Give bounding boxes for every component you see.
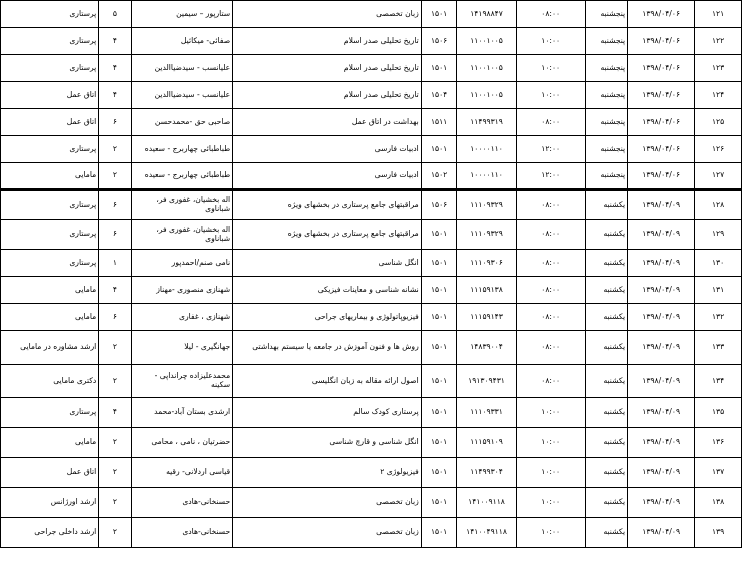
exam-day: پنجشنبه xyxy=(585,55,627,82)
course-code: ۱۱۱۰۹۳۲۹ xyxy=(457,220,516,250)
group-code: ۱۵۰۱ xyxy=(421,398,457,428)
table-row xyxy=(1,365,742,398)
course-name: تاریخ تحلیلی صدر اسلام xyxy=(233,55,422,82)
row-number: ۱۳۹ xyxy=(695,518,742,548)
exam-time: ۰۸:۰۰ xyxy=(516,190,585,220)
exam-day: پنجشنبه xyxy=(585,136,627,163)
exam-day: یکشنبه xyxy=(585,220,627,250)
units-count: ۲ xyxy=(99,518,131,548)
course-name: اصول ارائه مقاله به زبان انگلیسی xyxy=(233,365,422,398)
units-count: ۲ xyxy=(99,331,131,365)
exam-day: پنجشنبه xyxy=(585,28,627,55)
instructor-name: شهنازی ، غفاری xyxy=(131,304,233,331)
exam-time: ۰۸:۰۰ xyxy=(516,331,585,365)
table-row xyxy=(1,398,742,428)
instructor-name: صاحبی حق -محمدحسن xyxy=(131,109,233,136)
course-code: ۱۴۱۹۸۸۴۷ xyxy=(457,1,516,28)
course-code: ۱۱۴۹۹۳۰۴ xyxy=(457,458,516,488)
table-row xyxy=(1,220,742,250)
table-row xyxy=(1,277,742,304)
course-name: انگل شناسی و قارچ شناسی xyxy=(233,428,422,458)
exam-date: ۱۳۹۸/۰۴/۰۶ xyxy=(628,109,695,136)
group-code: ۱۵۰۱ xyxy=(421,331,457,365)
exam-date: ۱۳۹۸/۰۴/۰۹ xyxy=(628,428,695,458)
field-of-study: پرستاری xyxy=(1,398,99,428)
units-count: ۴ xyxy=(99,55,131,82)
group-code: ۱۵۰۱ xyxy=(421,220,457,250)
instructor-name: علیانسب - سیدضیاالدین xyxy=(131,82,233,109)
exam-date: ۱۳۹۸/۰۴/۰۹ xyxy=(628,365,695,398)
field-of-study: پرستاری xyxy=(1,190,99,220)
exam-time: ۰۸:۰۰ xyxy=(516,250,585,277)
course-code: ۱۴۱۰۰۴۹۱۱۸ xyxy=(457,518,516,548)
exam-date: ۱۳۹۸/۰۴/۰۹ xyxy=(628,488,695,518)
table-row xyxy=(1,458,742,488)
course-code: ۱۱۱۰۹۳۰۶ xyxy=(457,250,516,277)
row-number: ۱۲۲ xyxy=(695,28,742,55)
exam-time: ۰۸:۰۰ xyxy=(516,365,585,398)
units-count: ۴ xyxy=(99,398,131,428)
table-row xyxy=(1,518,742,548)
course-name: مراقبتهای جامع پرستاری در بخشهای ویژه xyxy=(233,220,422,250)
course-name: مراقبتهای جامع پرستاری در بخشهای ویژه xyxy=(233,190,422,220)
units-count: ۴ xyxy=(99,82,131,109)
row-number: ۱۲۶ xyxy=(695,136,742,163)
exam-day: یکشنبه xyxy=(585,190,627,220)
exam-day: یکشنبه xyxy=(585,304,627,331)
exam-day: یکشنبه xyxy=(585,398,627,428)
group-code: ۱۵۰۱ xyxy=(421,136,457,163)
instructor-name: جهانگیری - لیلا xyxy=(131,331,233,365)
row-number: ۱۳۴ xyxy=(695,365,742,398)
row-number: ۱۳۶ xyxy=(695,428,742,458)
row-number: ۱۲۷ xyxy=(695,163,742,190)
course-code: ۱۰۰۰۰۱۱۰ xyxy=(457,163,516,190)
field-of-study: پرستاری xyxy=(1,55,99,82)
group-code: ۱۵۰۱ xyxy=(421,1,457,28)
field-of-study: مامایی xyxy=(1,163,99,190)
units-count: ۲ xyxy=(99,428,131,458)
course-code: ۱۱۱۰۹۳۳۱ xyxy=(457,398,516,428)
exam-date: ۱۳۹۸/۰۴/۰۹ xyxy=(628,331,695,365)
units-count: ۱ xyxy=(99,250,131,277)
group-code: ۱۵۰۱ xyxy=(421,55,457,82)
group-code: ۱۵۰۱ xyxy=(421,458,457,488)
exam-day: پنجشنبه xyxy=(585,82,627,109)
table-row xyxy=(1,109,742,136)
instructor-name: علیانسب - سیدضیاالدین xyxy=(131,55,233,82)
exam-time: ۱۰:۰۰ xyxy=(516,518,585,548)
course-name: زبان تخصصی xyxy=(233,1,422,28)
exam-date: ۱۳۹۸/۰۴/۰۹ xyxy=(628,190,695,220)
exam-date: ۱۳۹۸/۰۴/۰۹ xyxy=(628,458,695,488)
table-row xyxy=(1,1,742,28)
exam-date: ۱۳۹۸/۰۴/۰۶ xyxy=(628,163,695,190)
group-code: ۱۵۱۱ xyxy=(421,109,457,136)
group-code: ۱۵۰۲ xyxy=(421,163,457,190)
course-code: ۱۱۱۵۹۱۴۳ xyxy=(457,304,516,331)
units-count: ۶ xyxy=(99,220,131,250)
units-count: ۴ xyxy=(99,28,131,55)
units-count: ۶ xyxy=(99,190,131,220)
table-row xyxy=(1,28,742,55)
group-code: ۱۵۰۱ xyxy=(421,365,457,398)
exam-day: یکشنبه xyxy=(585,277,627,304)
exam-date: ۱۳۹۸/۰۴/۰۹ xyxy=(628,277,695,304)
instructor-name: شهنازی منصوری -مهناز xyxy=(131,277,233,304)
field-of-study: پرستاری xyxy=(1,250,99,277)
exam-date: ۱۳۹۸/۰۴/۰۹ xyxy=(628,398,695,428)
course-name: پرستاری کودک سالم xyxy=(233,398,422,428)
instructor-name: قیاسی اردلانی- رقیه xyxy=(131,458,233,488)
units-count: ۴ xyxy=(99,277,131,304)
course-name: بهداشت در اتاق عمل xyxy=(233,109,422,136)
group-code: ۱۵۰۱ xyxy=(421,304,457,331)
exam-date: ۱۳۹۸/۰۴/۰۶ xyxy=(628,1,695,28)
exam-time: ۱۰:۰۰ xyxy=(516,428,585,458)
course-code: ۱۴۱۰۰۹۱۱۸ xyxy=(457,488,516,518)
table-row xyxy=(1,190,742,220)
group-code: ۱۵۰۴ xyxy=(421,82,457,109)
course-code: ۱۴۸۳۹۰۰۴ xyxy=(457,331,516,365)
instructor-name: ارشدی بستان آباد-محمد xyxy=(131,398,233,428)
table-row xyxy=(1,55,742,82)
units-count: ۲ xyxy=(99,163,131,190)
table-row xyxy=(1,82,742,109)
table-row xyxy=(1,428,742,458)
table-row xyxy=(1,488,742,518)
exam-date: ۱۳۹۸/۰۴/۰۹ xyxy=(628,220,695,250)
units-count: ۲ xyxy=(99,488,131,518)
group-code: ۱۵۰۶ xyxy=(421,190,457,220)
course-name: انگل شناسی xyxy=(233,250,422,277)
units-count: ۲ xyxy=(99,458,131,488)
exam-time: ۱۰:۰۰ xyxy=(516,55,585,82)
exam-date: ۱۳۹۸/۰۴/۰۹ xyxy=(628,304,695,331)
exam-date: ۱۳۹۸/۰۴/۰۶ xyxy=(628,28,695,55)
units-count: ۵ xyxy=(99,1,131,28)
group-code: ۱۵۰۱ xyxy=(421,250,457,277)
exam-date: ۱۳۹۸/۰۴/۰۶ xyxy=(628,82,695,109)
exam-day: یکشنبه xyxy=(585,250,627,277)
field-of-study: مامایی xyxy=(1,428,99,458)
instructor-name: حسنخانی-هادی xyxy=(131,488,233,518)
row-number: ۱۳۷ xyxy=(695,458,742,488)
instructor-name: اله بخشیان، غفوری فر، شباناوی xyxy=(131,190,233,220)
exam-date: ۱۳۹۸/۰۴/۰۶ xyxy=(628,55,695,82)
instructor-name: اله بخشیان، غفوری فر، شباناوی xyxy=(131,220,233,250)
field-of-study: پرستاری xyxy=(1,28,99,55)
table-row xyxy=(1,331,742,365)
field-of-study: مامایی xyxy=(1,304,99,331)
instructor-name: محمدعلیزاده چرانداپی - سکینه xyxy=(131,365,233,398)
table-row xyxy=(1,304,742,331)
course-name: زبان تخصصی xyxy=(233,488,422,518)
instructor-name: صفائی- میکائیل xyxy=(131,28,233,55)
table-row xyxy=(1,250,742,277)
exam-date: ۱۳۹۸/۰۴/۰۹ xyxy=(628,250,695,277)
exam-time: ۱۰:۰۰ xyxy=(516,28,585,55)
exam-day: پنجشنبه xyxy=(585,1,627,28)
exam-time: ۱۲:۰۰ xyxy=(516,163,585,190)
exam-day: پنجشنبه xyxy=(585,163,627,190)
exam-day: یکشنبه xyxy=(585,331,627,365)
exam-day: یکشنبه xyxy=(585,458,627,488)
row-number: ۱۳۰ xyxy=(695,250,742,277)
exam-time: ۰۸:۰۰ xyxy=(516,277,585,304)
course-code: ۱۱۱۰۹۳۲۹ xyxy=(457,190,516,220)
exam-time: ۰۸:۰۰ xyxy=(516,1,585,28)
units-count: ۶ xyxy=(99,109,131,136)
units-count: ۲ xyxy=(99,365,131,398)
group-code: ۱۵۰۱ xyxy=(421,518,457,548)
instructor-name: ستارپور – سیمین xyxy=(131,1,233,28)
course-name: تاریخ تحلیلی صدر اسلام xyxy=(233,82,422,109)
course-code: ۱۱۴۹۹۳۱۹ xyxy=(457,109,516,136)
course-name: زبان تخصصی xyxy=(233,518,422,548)
instructor-name: طباطبائی چهاربرج - سعیده xyxy=(131,136,233,163)
exam-day: یکشنبه xyxy=(585,488,627,518)
course-code: ۱۱۰۰۱۰۰۵ xyxy=(457,82,516,109)
field-of-study: پرستاری xyxy=(1,220,99,250)
instructor-name: حسنخانی-هادی xyxy=(131,518,233,548)
exam-day: یکشنبه xyxy=(585,428,627,458)
field-of-study: پرستاری xyxy=(1,1,99,28)
units-count: ۶ xyxy=(99,304,131,331)
group-code: ۱۵۰۶ xyxy=(421,28,457,55)
group-code: ۱۵۰۱ xyxy=(421,428,457,458)
course-name: ادبیات فارسی xyxy=(233,136,422,163)
row-number: ۱۲۴ xyxy=(695,82,742,109)
row-number: ۱۳۲ xyxy=(695,304,742,331)
instructor-name: حضرتیان ، نامی ، محامی xyxy=(131,428,233,458)
row-number: ۱۲۱ xyxy=(695,1,742,28)
exam-time: ۱۰:۰۰ xyxy=(516,488,585,518)
row-number: ۱۲۳ xyxy=(695,55,742,82)
instructor-name: طباطبائی چهاربرج - سعیده xyxy=(131,163,233,190)
exam-day: یکشنبه xyxy=(585,365,627,398)
course-name: فیزیولوژی ۲ xyxy=(233,458,422,488)
row-number: ۱۲۵ xyxy=(695,109,742,136)
instructor-name: نامی صنم/احمدپور xyxy=(131,250,233,277)
field-of-study: ارشد اورژانس xyxy=(1,488,99,518)
field-of-study: اتاق عمل xyxy=(1,82,99,109)
course-code: ۱۱۱۵۹۱۳۸ xyxy=(457,277,516,304)
exam-day: یکشنبه xyxy=(585,518,627,548)
course-code: ۱۰۰۰۰۱۱۰ xyxy=(457,136,516,163)
exam-date: ۱۳۹۸/۰۴/۰۹ xyxy=(628,518,695,548)
row-number: ۱۳۸ xyxy=(695,488,742,518)
group-code: ۱۵۰۱ xyxy=(421,277,457,304)
course-name: نشانه شناسی و معاینات فیزیکی xyxy=(233,277,422,304)
exam-day: پنجشنبه xyxy=(585,109,627,136)
exam-date: ۱۳۹۸/۰۴/۰۶ xyxy=(628,136,695,163)
table-row xyxy=(1,163,742,190)
exam-time: ۱۰:۰۰ xyxy=(516,82,585,109)
exam-time: ۱۰:۰۰ xyxy=(516,398,585,428)
course-code: ۱۱۰۰۱۰۰۵ xyxy=(457,28,516,55)
field-of-study: دکتری مامایی xyxy=(1,365,99,398)
course-code: ۱۱۱۵۹۱۰۹ xyxy=(457,428,516,458)
course-name: ادبیات فارسی xyxy=(233,163,422,190)
row-number: ۱۳۵ xyxy=(695,398,742,428)
course-name: تاریخ تحلیلی صدر اسلام xyxy=(233,28,422,55)
group-code: ۱۵۰۱ xyxy=(421,488,457,518)
field-of-study: مامایی xyxy=(1,277,99,304)
course-name: روش ها و فنون آموزش در جامعه یا سیستم بهداشتی xyxy=(233,331,422,365)
exam-time: ۰۸:۰۰ xyxy=(516,109,585,136)
exam-time: ۱۰:۰۰ xyxy=(516,458,585,488)
field-of-study: پرستاری xyxy=(1,136,99,163)
units-count: ۲ xyxy=(99,136,131,163)
field-of-study: اتاق عمل xyxy=(1,109,99,136)
course-name: فیزیوپاتولوژی و بیماریهای جراحی xyxy=(233,304,422,331)
field-of-study: ارشد مشاوره در مامایی xyxy=(1,331,99,365)
exam-time: ۱۲:۰۰ xyxy=(516,136,585,163)
row-number: ۱۳۱ xyxy=(695,277,742,304)
field-of-study: اتاق عمل xyxy=(1,458,99,488)
course-code: ۱۹۱۳۰۹۴۳۱ xyxy=(457,365,516,398)
row-number: ۱۳۳ xyxy=(695,331,742,365)
field-of-study: ارشد داخلی جراحی xyxy=(1,518,99,548)
row-number: ۱۲۸ xyxy=(695,190,742,220)
table-row xyxy=(1,136,742,163)
exam-time: ۰۸:۰۰ xyxy=(516,220,585,250)
course-code: ۱۱۰۰۱۰۰۵ xyxy=(457,55,516,82)
row-number: ۱۲۹ xyxy=(695,220,742,250)
exam-time: ۰۸:۰۰ xyxy=(516,304,585,331)
